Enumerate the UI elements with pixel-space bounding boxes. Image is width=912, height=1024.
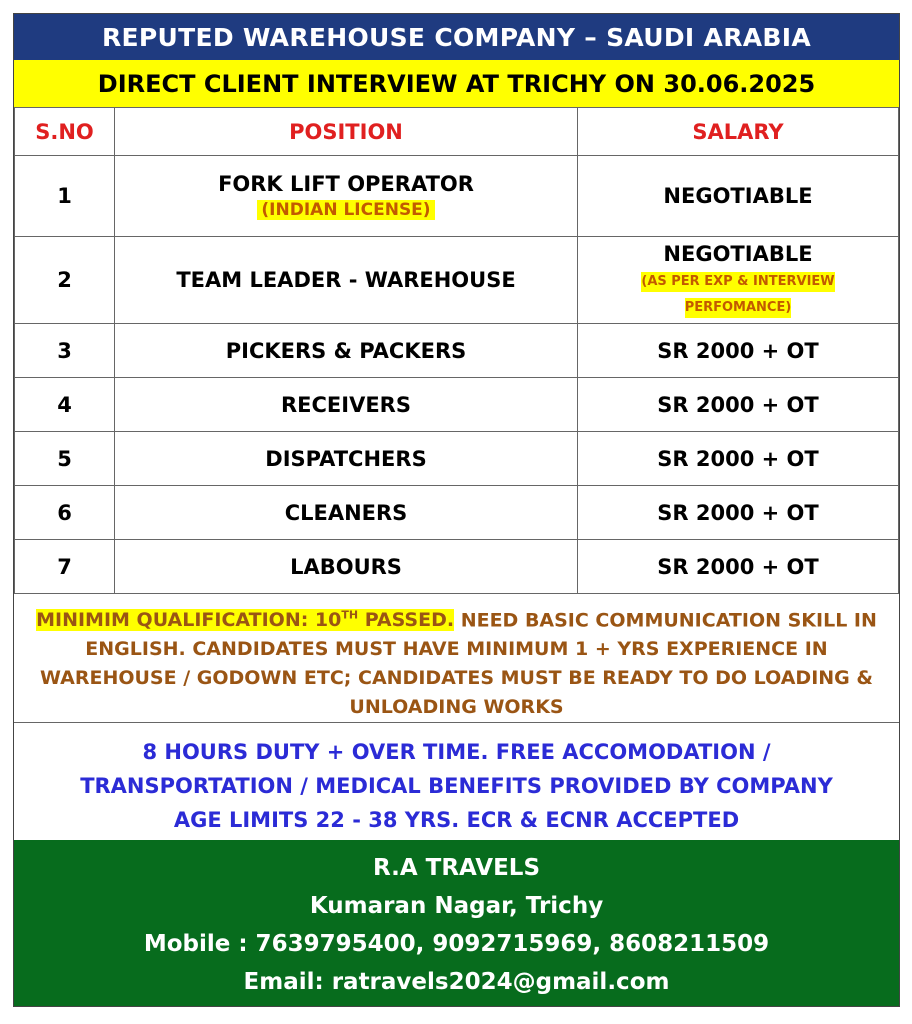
salary-note: (AS PER EXP & INTERVIEW [641,272,834,292]
row-position: PICKERS & PACKERS [115,324,578,378]
table-row [15,156,899,237]
qualification-suffix: PASSED. [358,609,455,632]
row-position: CLEANERS [115,486,578,540]
salary-value: NEGOTIABLE [663,242,813,266]
company-address: Kumaran Nagar, Trichy [309,893,604,919]
row-sno: 4 [15,378,115,432]
row-position: RECEIVERS [115,378,578,432]
benefits-line: AGE LIMITS 22 - 38 YRS. ECR & ECNR ACCEPTED [173,808,740,832]
position-title: FORK LIFT OPERATOR [218,172,474,196]
row-salary: SR 2000 + OT [578,432,899,486]
salary-note-cont: PERFOMANCE) [685,298,792,318]
qualification-prefix: MINIMIM QUALIFICATION: 10 [36,609,342,632]
row-salary [578,237,899,324]
title-banner [14,14,899,60]
positions-table [14,107,899,594]
row-salary: SR 2000 + OT [578,486,899,540]
contact-footer [14,840,899,1006]
interview-banner [14,60,899,108]
qualification-text: NEED BASIC COMMUNICATION SKILL IN ENGLISH. CANDIDATES MUST HAVE MINIMUM 1 + YRS EXPERIENCE IN WAREHOUSE / GODOWN ETC; CANDIDATES MUST BE READY TO DO LOADING & UNLOADING WORKS [40,609,877,719]
row-salary: SR 2000 + OT [578,540,899,594]
job-poster [13,13,900,1007]
row-position: DISPATCHERS [115,432,578,486]
row-sno: 5 [15,432,115,486]
contact-mobile: Mobile : 7639795400, 9092715969, 8608211509 [143,931,770,957]
qualification-sup: TH [341,609,359,622]
table-row [15,324,899,378]
table-row [15,486,899,540]
table-row [15,237,899,324]
row-salary: NEGOTIABLE [578,156,899,237]
row-sno: 1 [15,156,115,237]
table-row [15,432,899,486]
qualification-highlight [36,609,454,631]
row-position [115,156,578,237]
row-sno: 6 [15,486,115,540]
interview-notice: DIRECT CLIENT INTERVIEW AT TRICHY ON 30.06.2025 [97,69,816,98]
column-header-position: POSITION [115,108,578,156]
contact-email: Email: ratravels2024@gmail.com [243,969,670,995]
column-header-salary: SALARY [578,108,899,156]
row-salary: SR 2000 + OT [578,324,899,378]
column-header-sno: S.NO [15,108,115,156]
table-row [15,378,899,432]
benefits-line: TRANSPORTATION / MEDICAL BENEFITS PROVIDED BY COMPANY [80,774,833,798]
row-salary: SR 2000 + OT [578,378,899,432]
row-sno: 3 [15,324,115,378]
position-note: (INDIAN LICENSE) [257,200,434,220]
row-position: LABOURS [115,540,578,594]
company-name: R.A TRAVELS [372,855,541,881]
table-header-row [15,108,899,156]
row-sno: 7 [15,540,115,594]
benefits-notice [14,723,899,840]
row-position: TEAM LEADER - WAREHOUSE [115,237,578,324]
benefits-line: 8 HOURS DUTY + OVER TIME. FREE ACCOMODATION / [142,740,771,764]
poster-title: REPUTED WAREHOUSE COMPANY – SAUDI ARABIA [101,22,811,52]
row-sno: 2 [15,237,115,324]
table-row [15,540,899,594]
qualification-notice [14,593,899,723]
